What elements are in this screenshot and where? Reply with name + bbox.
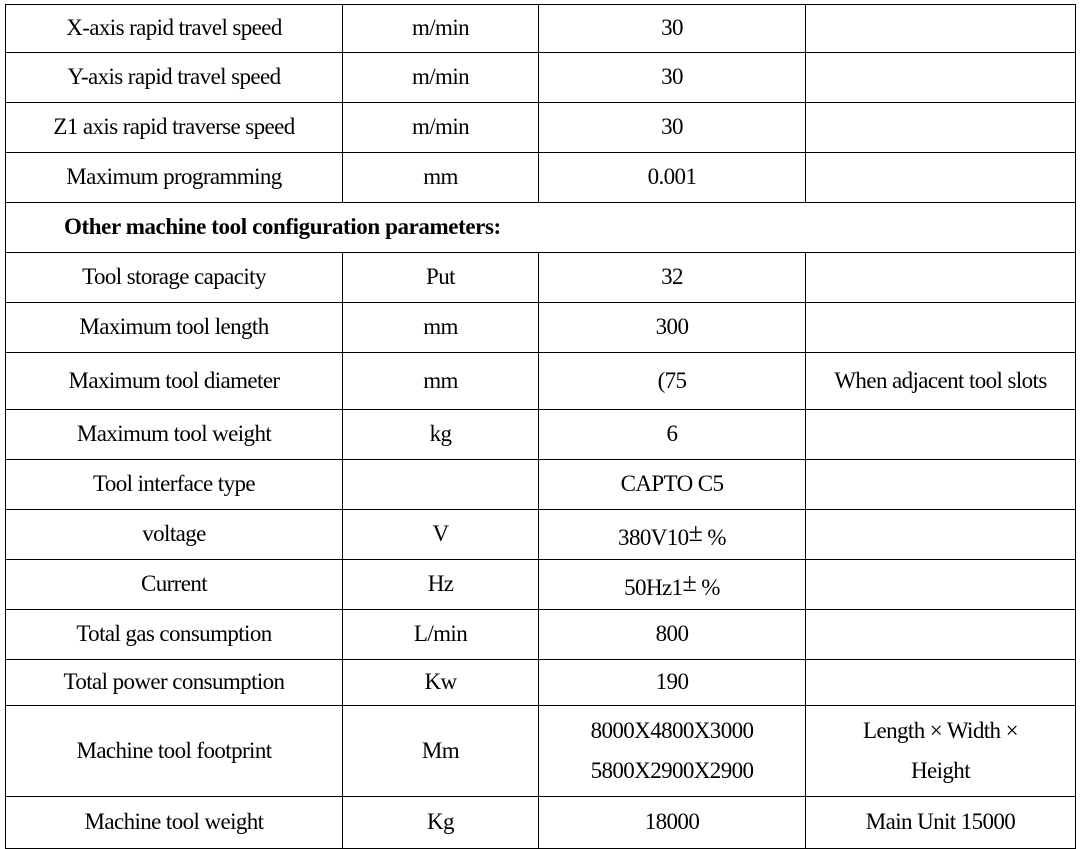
table-row [6,610,1076,660]
param-note [806,610,1076,660]
param-unit: Kg [343,797,539,849]
param-value [539,706,806,797]
param-name: Maximum programming [6,153,343,203]
param-unit: m/min [343,5,539,53]
section-row [6,203,1076,253]
param-unit: mm [343,153,539,203]
value-suffix: % [702,524,726,550]
param-note [806,153,1076,203]
param-value: 190 [539,660,806,706]
param-note [806,53,1076,103]
param-name: Tool storage capacity [6,253,343,303]
param-note [806,5,1076,53]
param-value: CAPTO C5 [539,460,806,510]
param-note [806,253,1076,303]
table-row [6,560,1076,610]
param-value [539,560,806,610]
param-note: Main Unit 15000 [806,797,1076,849]
table-row [6,153,1076,203]
spec-table [5,4,1076,849]
param-note [806,410,1076,460]
param-note [806,303,1076,353]
param-value: (75 [539,353,806,410]
plus-minus-sign: ± [688,517,703,547]
plus-minus-sign: ± [682,567,697,597]
table-row [6,706,1076,797]
value-main: 380V10 [618,524,689,550]
param-unit: L/min [343,610,539,660]
param-unit: kg [343,410,539,460]
table-row [6,5,1076,53]
param-unit: mm [343,303,539,353]
table-row [6,53,1076,103]
param-name: Maximum tool length [6,303,343,353]
param-note [806,103,1076,153]
param-unit: Hz [343,560,539,610]
param-name: Maximum tool diameter [6,353,343,410]
value-suffix: % [696,574,720,600]
value-line: 8000X4800X3000 [590,717,754,743]
param-value: 30 [539,5,806,53]
param-value: 300 [539,303,806,353]
note-line: Length × Width × [863,717,1018,743]
param-name: Machine tool weight [6,797,343,849]
param-unit: Put [343,253,539,303]
table-row [6,510,1076,560]
param-name: Current [6,560,343,610]
table-row [6,303,1076,353]
param-name: voltage [6,510,343,560]
param-name: X-axis rapid travel speed [6,5,343,53]
value-line: 5800X2900X2900 [590,758,754,783]
param-name: Machine tool footprint [6,706,343,797]
param-value: 6 [539,410,806,460]
param-value: 32 [539,253,806,303]
param-value: 30 [539,53,806,103]
table-row [6,460,1076,510]
param-name: Tool interface type [6,460,343,510]
note-line: Height [911,758,970,783]
param-note [806,460,1076,510]
table-row [6,410,1076,460]
table-row [6,103,1076,153]
param-name: Maximum tool weight [6,410,343,460]
param-unit: Kw [343,660,539,706]
value-main: 50Hz1 [624,574,683,600]
param-name: Z1 axis rapid traverse speed [6,103,343,153]
param-unit: m/min [343,103,539,153]
param-unit: V [343,510,539,560]
param-note [806,660,1076,706]
param-note [806,706,1076,797]
table-row [6,253,1076,303]
param-name: Total gas consumption [6,610,343,660]
param-value [539,510,806,560]
section-title: Other machine tool configuration parameters: [6,203,1076,253]
param-unit: m/min [343,53,539,103]
table-row [6,660,1076,706]
param-unit: mm [343,353,539,410]
param-value: 0.001 [539,153,806,203]
param-unit [343,460,539,510]
param-name: Total power consumption [6,660,343,706]
table-row [6,797,1076,849]
param-note [806,510,1076,560]
param-value: 18000 [539,797,806,849]
param-note [806,560,1076,610]
param-value: 800 [539,610,806,660]
param-note: When adjacent tool slots [806,353,1076,410]
param-value: 30 [539,103,806,153]
param-name: Y-axis rapid travel speed [6,53,343,103]
table-row [6,353,1076,410]
param-unit: Mm [343,706,539,797]
